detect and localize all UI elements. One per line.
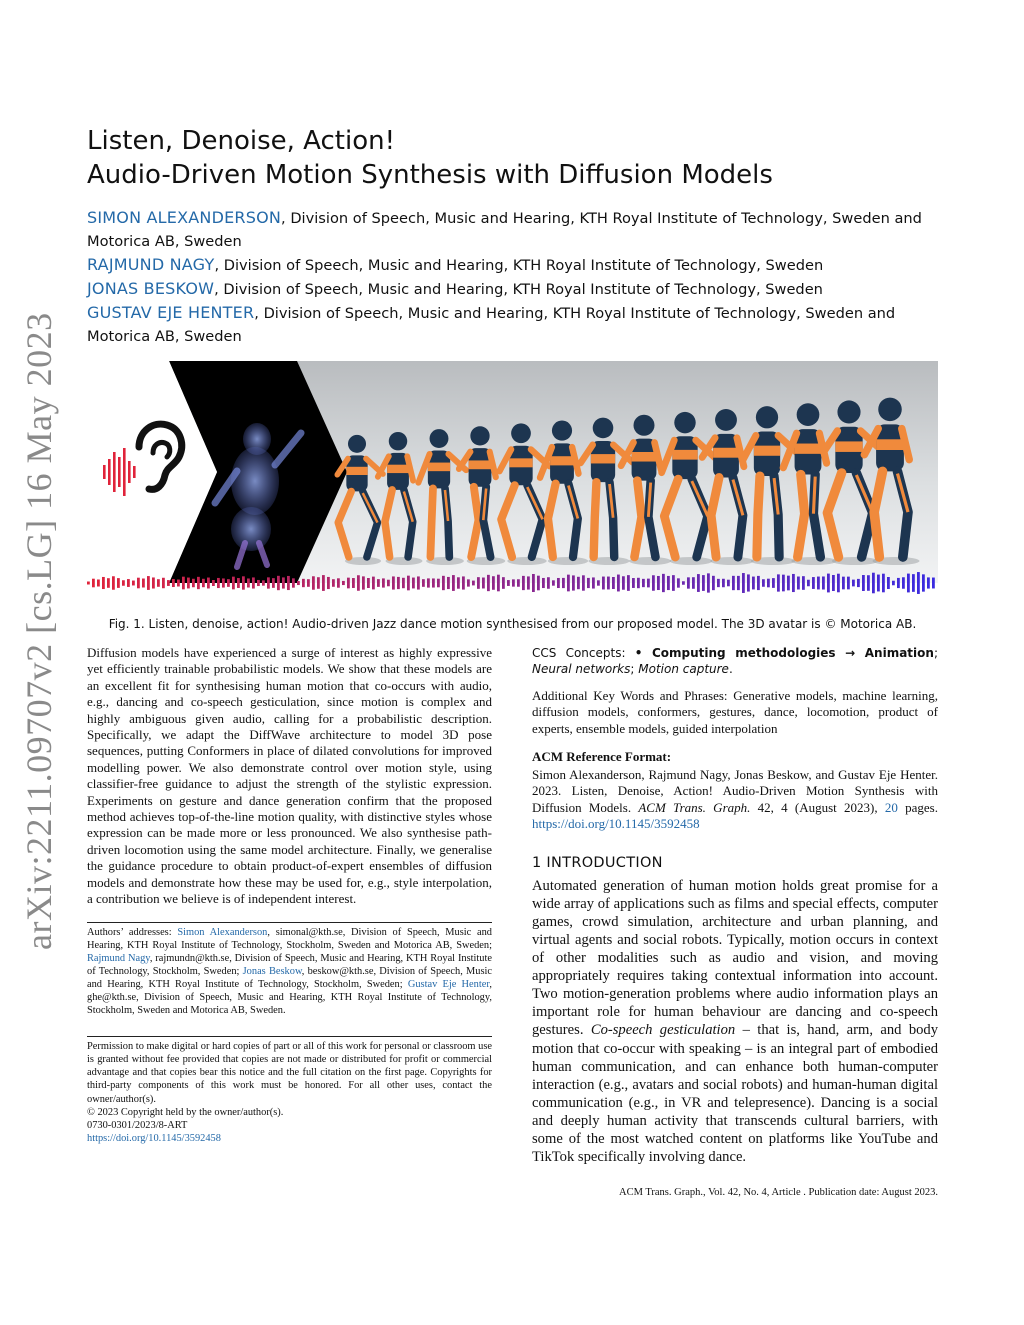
waveform-bar — [117, 578, 120, 588]
waveform-bar — [247, 578, 250, 587]
waveform-bar — [762, 579, 765, 587]
waveform-bar — [862, 575, 865, 591]
waveform-bar — [522, 576, 525, 590]
permission-rule — [87, 1036, 492, 1037]
sound-bar — [108, 459, 111, 485]
address-author-link[interactable]: Simon Alexanderson — [177, 926, 268, 938]
waveform-bar — [847, 577, 850, 590]
waveform-bar — [922, 574, 925, 591]
acm-ref-pages-suffix: pages. — [897, 799, 938, 815]
waveform-bar — [472, 581, 475, 586]
waveform-bar — [637, 578, 640, 588]
author-name-link[interactable]: SIMON ALEXANDERSON — [87, 208, 282, 227]
waveform-bar — [747, 574, 750, 591]
waveform-bar — [552, 580, 555, 585]
waveform-bar — [487, 575, 490, 591]
waveform-bar — [347, 578, 350, 589]
waveform-bar — [697, 574, 700, 592]
waveform-bar — [872, 573, 875, 594]
author-affiliation: , Division of Speech, Music and Hearing, KTH Royal Institute of Technology, Sweden — [214, 281, 823, 298]
waveform-bar — [782, 575, 785, 592]
waveform-bar — [212, 580, 215, 586]
waveform-bar — [662, 574, 665, 592]
waveform-bar — [867, 575, 870, 591]
waveform-bar — [217, 578, 220, 588]
waveform-bar — [372, 577, 375, 590]
author-2 — [87, 253, 949, 277]
doi-link[interactable]: https://doi.org/10.1145/3592458 — [87, 1132, 221, 1144]
waveform-bar — [227, 579, 230, 587]
waveform-bar — [222, 578, 225, 587]
waveform-bar — [912, 574, 915, 592]
waveform-bar — [582, 575, 585, 590]
waveform-bar — [927, 577, 930, 588]
sound-bar — [113, 452, 116, 492]
waveform-bar — [597, 580, 600, 585]
waveform-bar — [857, 579, 860, 587]
waveform-bar — [822, 576, 825, 589]
waveform-bar — [837, 574, 840, 593]
waveform-bar — [357, 575, 360, 591]
waveform-bar — [732, 576, 735, 590]
waveform-bar — [412, 578, 415, 589]
waveform-bar — [622, 576, 625, 589]
waveform-bar — [507, 580, 510, 586]
waveform-bar — [682, 581, 685, 585]
waveform-bar — [492, 576, 495, 590]
waveform-bar — [712, 576, 715, 590]
waveform-bar — [162, 578, 165, 588]
copyright-line: © 2023 Copyright held by the owner/author(s). — [87, 1106, 284, 1118]
waveform-bar — [527, 576, 530, 589]
waveform-bar — [277, 576, 280, 590]
waveform-bar — [562, 578, 565, 588]
waveform-bar — [902, 577, 905, 588]
waveform-bar — [292, 578, 295, 587]
waveform-bar — [322, 575, 325, 591]
waveform-bar — [917, 572, 920, 594]
waveform-bar — [772, 578, 775, 588]
author-1 — [87, 206, 949, 253]
waveform-bar — [672, 575, 675, 591]
waveform-bar — [97, 579, 100, 586]
waveform-bar — [592, 577, 595, 588]
waveform-bar — [422, 579, 425, 587]
waveform-bar — [797, 577, 800, 590]
waveform-bar — [612, 577, 615, 589]
waveform-bar — [417, 576, 420, 589]
waveform-bar — [657, 576, 660, 590]
running-footer: ACM Trans. Graph., Vol. 42, No. 4, Article . Publication date: August 2023. — [619, 1187, 938, 1198]
waveform-bar — [557, 578, 560, 588]
waveform-bar — [787, 576, 790, 591]
waveform-bar — [192, 579, 195, 587]
waveform-bar — [807, 580, 810, 587]
waveform-bar — [817, 577, 820, 590]
title-line-1: Listen, Denoise, Action! — [87, 126, 396, 156]
ccs-concepts — [532, 645, 938, 678]
ccs-label: CCS Concepts: — [532, 646, 635, 660]
acm-ref-doi-link[interactable]: https://doi.org/10.1145/3592458 — [532, 816, 700, 832]
waveform-bar — [137, 578, 140, 589]
waveform-bar — [302, 579, 305, 587]
arxiv-stamp: arXiv:2211.09707v2 [cs.LG] 16 May 2023 — [19, 312, 59, 950]
waveform-bar — [272, 578, 275, 588]
waveform-bar — [542, 578, 545, 588]
waveform-bar — [537, 576, 540, 591]
waveform-bar — [132, 581, 135, 586]
waveform-bar — [667, 576, 670, 590]
waveform-bar — [402, 578, 405, 588]
waveform-bar — [832, 575, 835, 591]
waveform-bar — [147, 576, 150, 590]
introduction-text — [532, 877, 938, 1167]
address-author-link[interactable]: Jonas Beskow — [242, 965, 302, 977]
waveform-bar — [457, 577, 460, 588]
waveform-bar — [312, 576, 315, 589]
waveform-bar — [517, 579, 520, 586]
waveform-bar — [87, 582, 90, 585]
waveform-bar — [182, 577, 185, 590]
waveform-bar — [127, 579, 130, 587]
waveform-bar — [882, 574, 885, 593]
waveform-bar — [447, 577, 450, 589]
waveform-bar — [307, 579, 310, 587]
intro-emphasis: Co-speech gesticulation — [590, 1022, 736, 1039]
waveform-bar — [332, 579, 335, 587]
waveform-bar — [397, 577, 400, 589]
waveform-bar — [262, 580, 265, 585]
waveform-bar — [142, 579, 145, 588]
teaser-figure — [87, 361, 938, 607]
waveform-bar — [387, 580, 390, 587]
waveform-bar — [757, 576, 760, 590]
waveform-bar — [677, 578, 680, 587]
waveform-bar — [717, 579, 720, 587]
waveform-bar — [512, 579, 515, 586]
intro-paragraph: Automated generation of human motion holds great promise for a wide array of applications such as films and special effects, computer games, crowd simulation, architecture and urban planning, and virtual agents and social robots. Typically, motion occurs in context of other modalities such as audio and vision, and moving appropriately requires taking contextual information into account. Two motion-generation problems where audio information plays an important role for human behaviour are dancing and co-speech gestures. — [532, 877, 938, 1039]
address-author-link[interactable]: Rajmund Nagy — [87, 952, 150, 964]
waveform-bar — [632, 578, 635, 588]
waveform-bar — [802, 576, 805, 590]
waveform-bar — [702, 575, 705, 591]
footnote-rule — [87, 922, 492, 923]
acm-ref-pages-link[interactable]: 20 — [884, 799, 898, 815]
right-column — [532, 645, 938, 1166]
address-author-link[interactable]: Gustav Eje Henter — [407, 978, 490, 990]
waveform-bar — [617, 575, 620, 592]
waveform-bar — [482, 578, 485, 589]
waveform-bar — [777, 574, 780, 591]
waveform-bar — [107, 578, 110, 588]
waveform-bar — [892, 581, 895, 586]
waveform-bar — [587, 578, 590, 588]
waveform-bar — [187, 578, 190, 589]
waveform-bar — [627, 575, 630, 591]
waveform-bar — [737, 576, 740, 590]
waveform-bar — [497, 575, 500, 592]
waveform-bar — [152, 577, 155, 588]
waveform-bar — [392, 576, 395, 589]
author-block — [87, 206, 949, 348]
waveform-bar — [442, 576, 445, 590]
author-name-link[interactable]: RAJMUND NAGY — [87, 255, 215, 274]
author-name-link[interactable]: GUSTAV EJE HENTER — [87, 303, 255, 322]
ccs-separator: ; — [630, 662, 639, 677]
waveform-bar — [202, 579, 205, 587]
waveform-bar — [432, 578, 435, 587]
waveform-bar — [167, 580, 170, 586]
waveform-bar — [907, 574, 910, 593]
waveform-bar — [382, 578, 385, 587]
waveform-bar — [877, 575, 880, 592]
acm-reference-heading: ACM Reference Format: — [532, 749, 672, 765]
waveform-bar — [577, 577, 580, 589]
waveform-bar — [502, 577, 505, 589]
acm-ref-text: Simon Alexanderson, Rajmund Nagy, Jonas Beskow, and Gustav Eje Henter. 2023. Listen, Denoise, Action! Audio-Driven Motion Synthesis with Diffusion Models. — [532, 767, 938, 815]
waveform-bar — [242, 576, 245, 589]
left-column — [87, 645, 492, 1145]
waveform-bar — [122, 580, 125, 585]
ccs-concept: Motion capture — [638, 662, 729, 677]
sound-bar — [103, 465, 106, 479]
waveform-bar — [157, 579, 160, 587]
waveform-bar — [112, 576, 115, 589]
waveform-bar — [407, 576, 410, 591]
waveform-bar — [352, 578, 355, 588]
waveform-bar — [692, 577, 695, 589]
address-text: , beskow@kth.se, Division of Speech, Music and Hearing, KTH Royal Institute of Technology, Stockholm, Sweden; — [87, 965, 493, 990]
waveform-bar — [647, 579, 650, 588]
waveform-bar — [842, 577, 845, 590]
waveform-bar — [567, 575, 570, 592]
waveform-bar — [467, 579, 470, 586]
waveform-bar — [337, 578, 340, 587]
waveform-bar — [257, 580, 260, 586]
acm-reference — [532, 767, 938, 833]
section-heading-introduction: 1 INTRODUCTION — [532, 854, 663, 871]
waveform-bar — [427, 578, 430, 587]
waveform-bar — [252, 577, 255, 588]
waveform-bar — [477, 577, 480, 589]
waveform-bar — [852, 580, 855, 587]
waveform-bar — [932, 578, 935, 589]
acm-ref-issue: 42, 4 (August 2023), — [750, 799, 885, 815]
figure-caption: Fig. 1. Listen, denoise, action! Audio-driven Jazz dance motion synthesised from our proposed model. The 3D avatar is © Motorica AB. — [108, 617, 917, 631]
waveform-bar — [232, 577, 235, 590]
author-affiliation: , Division of Speech, Music and Hearing, KTH Royal Institute of Technology, Sweden — [214, 257, 824, 274]
ccs-separator: ; — [933, 646, 938, 660]
title-line-2: Audio-Driven Motion Synthesis with Diffusion Models — [87, 160, 773, 190]
waveform-bar — [282, 577, 285, 588]
waveform-bar — [462, 576, 465, 589]
waveform-bar — [437, 579, 440, 588]
waveform-bar — [207, 578, 210, 589]
waveform-bar — [237, 578, 240, 588]
waveform-bar — [452, 575, 455, 591]
waveform-bar — [572, 575, 575, 590]
waveform-bar — [752, 577, 755, 590]
author-name-link[interactable]: JONAS BESKOW — [87, 279, 215, 298]
waveform-bar — [792, 574, 795, 592]
addresses-prefix: Authors’ addresses: — [87, 926, 178, 938]
waveform-bar — [827, 574, 830, 593]
waveform-bar — [812, 577, 815, 589]
ccs-concept: Neural networks — [532, 662, 631, 677]
waveform-bar — [727, 580, 730, 587]
waveform-bar — [742, 573, 745, 593]
sound-bar — [123, 448, 126, 496]
waveform-bar — [102, 577, 105, 589]
author-3 — [87, 277, 949, 301]
waveform-bar — [362, 576, 365, 589]
address-text: , ghe@kth.se, Division of Speech, Music and Hearing, KTH Royal Institute of Technology, Stockholm, Sweden and Motorica AB, Sweden. — [87, 978, 492, 1017]
waveform-bar — [327, 577, 330, 589]
waveform-bar — [767, 579, 770, 588]
sound-bar — [128, 461, 131, 483]
permission-notice — [87, 1040, 492, 1145]
waveform-bar — [367, 578, 370, 588]
waveform-bar — [722, 579, 725, 587]
sound-bar — [118, 457, 121, 487]
waveform-bar — [297, 581, 300, 585]
waveform-bar — [897, 578, 900, 588]
author-affiliation: , Division of Speech, Music and Hearing, KTH Royal Institute of Technology, Sweden and Motorica AB, Sweden — [87, 305, 896, 345]
ccs-end: . — [728, 662, 733, 677]
waveform-bar — [267, 577, 270, 588]
waveform-bar — [172, 579, 175, 587]
acm-ref-journal: ACM Trans. Graph. — [638, 799, 751, 815]
waveform-bar — [642, 579, 645, 587]
waveform-bar — [602, 577, 605, 590]
abstract: Diffusion models have experienced a surge of interest as highly expressive yet efficiently trainable probabilistic models. We show that these models are an excellent fit for synthesising human motion that co-occurs with audio, e.g., dancing and co-speech gesticulation, since motion is complex and highly ambiguous given audio, calling for a probabilistic description. Specifically, we adapt the DiffWave architecture to model 3D pose sequences, putting Conformers in place of dilated convolutions for improved modelling power. We also demonstrate control over motion style, using classifier-free guidance to adjust the strength of the stylistic expression. Experiments on gesture and dance generation confirm that the proposed method achieves top-of-the-line motion quality, with distinctive styles whose expression can be made more or less pronounced. We also synthesise path-driven locomotion using the same model architecture. Finally, we generalise the guidance procedure to obtain product-of-expert ensembles of diffusion models and demonstrate how these may be used for, e.g., style interpolation, a contribution we believe is of independent interest. — [87, 645, 492, 907]
waveform-bar — [92, 579, 95, 588]
waveform-bar — [177, 580, 180, 587]
waveform-bar — [342, 581, 345, 585]
waveform-bar — [607, 577, 610, 590]
waveform-bar — [707, 573, 710, 592]
address-text: , simonal@kth.se, Division of Speech, Music and Hearing, KTH Royal Institute of Technology, Stockholm, Sweden and Motorica AB, Sweden; — [87, 926, 492, 951]
authors-addresses — [87, 926, 492, 1018]
paper-title — [87, 124, 947, 192]
permission-text: Permission to make digital or hard copies of part or all of this work for personal or classroom use is granted without fee provided that copies are not made or distributed for profit or commercial advantage and that copies bear this notice and the full citation on the first page. Copyrights for third-party components of this work must be honored. For all other uses, contact the owner/author(s). — [87, 1041, 492, 1105]
ccs-main-concept: • Computing methodologies → Animation — [634, 646, 934, 660]
waveform-bar — [317, 577, 320, 589]
keywords: Additional Key Words and Phrases: Generative models, machine learning, diffusion models, conformers, gestures, dance, locomotion, product of experts, ensemble models, guided interpolation — [532, 687, 938, 736]
intro-paragraph: – that is, hand, arm, and body motion that co-occur with speaking – is an integral part of embodied human communication, and can enhance both human-computer interaction (e.g., avatars and social robots) and human-human digital communication (e.g., in VR and telepresence). Dancing is a social and deeply human activity that transcends cultural barriers, with some of the most watched content on platforms like YouTube and TikTok specifically involving dance. — [532, 1022, 939, 1166]
sound-bar — [133, 466, 136, 478]
waveform-bar — [887, 577, 890, 589]
author-4 — [87, 301, 949, 348]
waveform-bar — [532, 574, 535, 592]
waveform-bar — [547, 577, 550, 589]
address-text: , rajmundn@kth.se, Division of Speech, Music and Hearing, KTH Royal Institute of Technology, Stockholm, Sweden; — [87, 952, 492, 977]
waveform-bar — [652, 575, 655, 590]
waveform-bar — [687, 577, 690, 588]
author-affiliation: , Division of Speech, Music and Hearing, KTH Royal Institute of Technology, Sweden and Motorica AB, Sweden — [87, 210, 922, 250]
waveform-bar — [377, 579, 380, 587]
issn-line: 0730-0301/2023/8-ART — [87, 1119, 188, 1131]
waveform-bar — [197, 577, 200, 589]
waveform-bar — [287, 576, 290, 590]
